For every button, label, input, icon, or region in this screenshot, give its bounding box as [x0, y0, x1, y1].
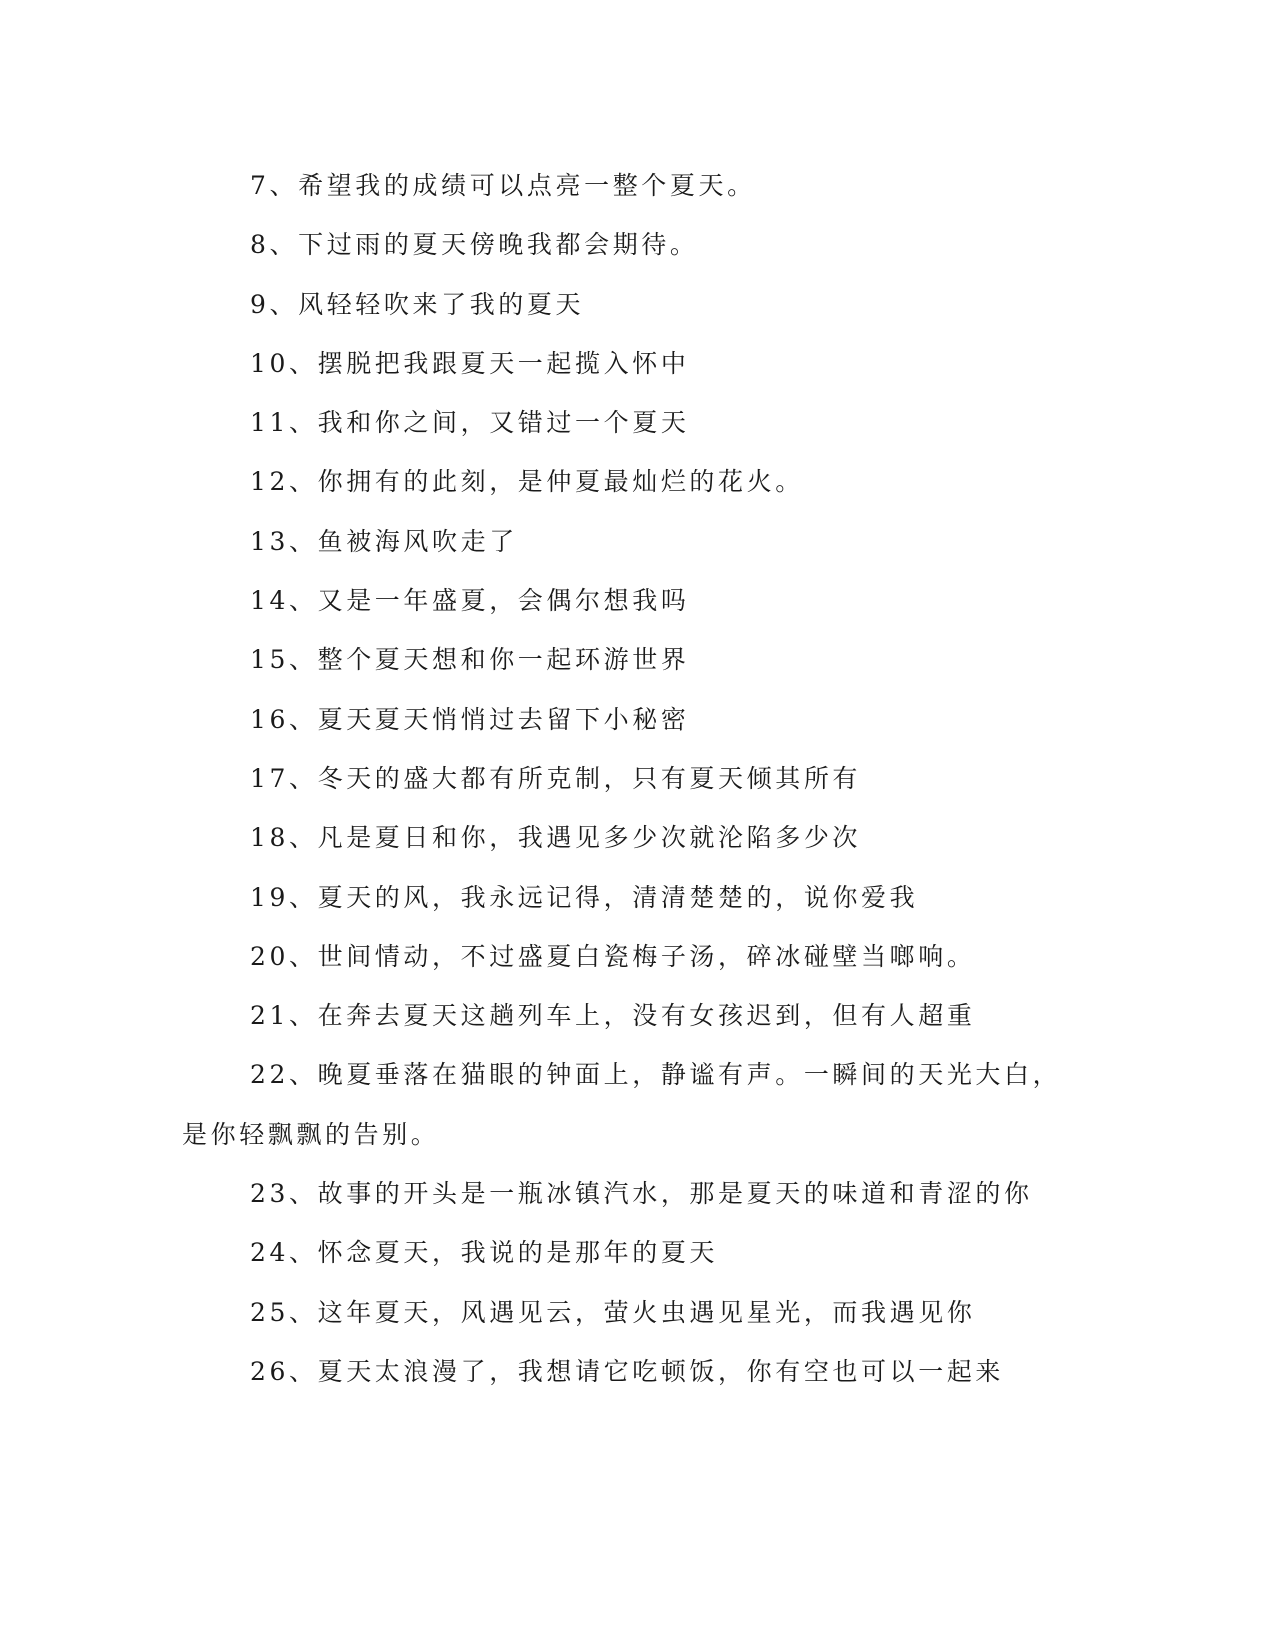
list-item-13: 13、鱼被海风吹走了: [250, 526, 518, 556]
list-item-17: 17、冬天的盛大都有所克制，只有夏天倾其所有: [250, 763, 862, 793]
list-item-16: 16、夏天夏天悄悄过去留下小秘密: [250, 704, 690, 734]
list-item-19: 19、夏天的风，我永远记得，清清楚楚的，说你爱我: [250, 882, 919, 912]
list-item-10: 10、摆脱把我跟夏天一起揽入怀中: [250, 348, 690, 378]
list-item-18: 18、凡是夏日和你，我遇见多少次就沦陷多少次: [250, 823, 862, 853]
document-body: [182, 156, 1082, 1401]
list-item-14: 14、又是一年盛夏，会偶尔想我吗: [250, 586, 690, 616]
list-item-9: 9、风轻轻吹来了我的夏天: [250, 289, 585, 319]
list-item-26: 26、夏天太浪漫了，我想请它吃顿饭，你有空也可以一起来: [250, 1356, 1005, 1386]
list-item-15: 15、整个夏天想和你一起环游世界: [250, 645, 690, 675]
list-item-7: 7、希望我的成绩可以点亮一整个夏天。: [250, 171, 756, 200]
list-item-20: 20、世间情动，不过盛夏白瓷梅子汤，碎冰碰壁当啷响。: [250, 941, 976, 971]
list-item-25: 25、这年夏天，风遇见云，萤火虫遇见星光，而我遇见你: [250, 1297, 976, 1327]
list-item-22-continuation: 是你轻飘飘的告别。: [182, 1119, 440, 1149]
list-item-11: 11、我和你之间，又错过一个夏天: [250, 408, 690, 438]
list-item-8: 8、下过雨的夏天傍晚我都会期待。: [250, 230, 699, 260]
list-item-23: 23、故事的开头是一瓶冰镇汽水，那是夏天的味道和青涩的你: [250, 1179, 1033, 1209]
list-item-22: 22、晚夏垂落在猫眼的钟面上，静谧有声。一瞬间的天光大白，: [250, 1060, 1062, 1090]
list-item-24: 24、怀念夏天，我说的是那年的夏天: [250, 1238, 719, 1268]
list-item-12: 12、你拥有的此刻，是仲夏最灿烂的花火。: [250, 467, 804, 497]
list-item-21: 21、在奔去夏天这趟列车上，没有女孩迟到，但有人超重: [250, 1001, 976, 1031]
